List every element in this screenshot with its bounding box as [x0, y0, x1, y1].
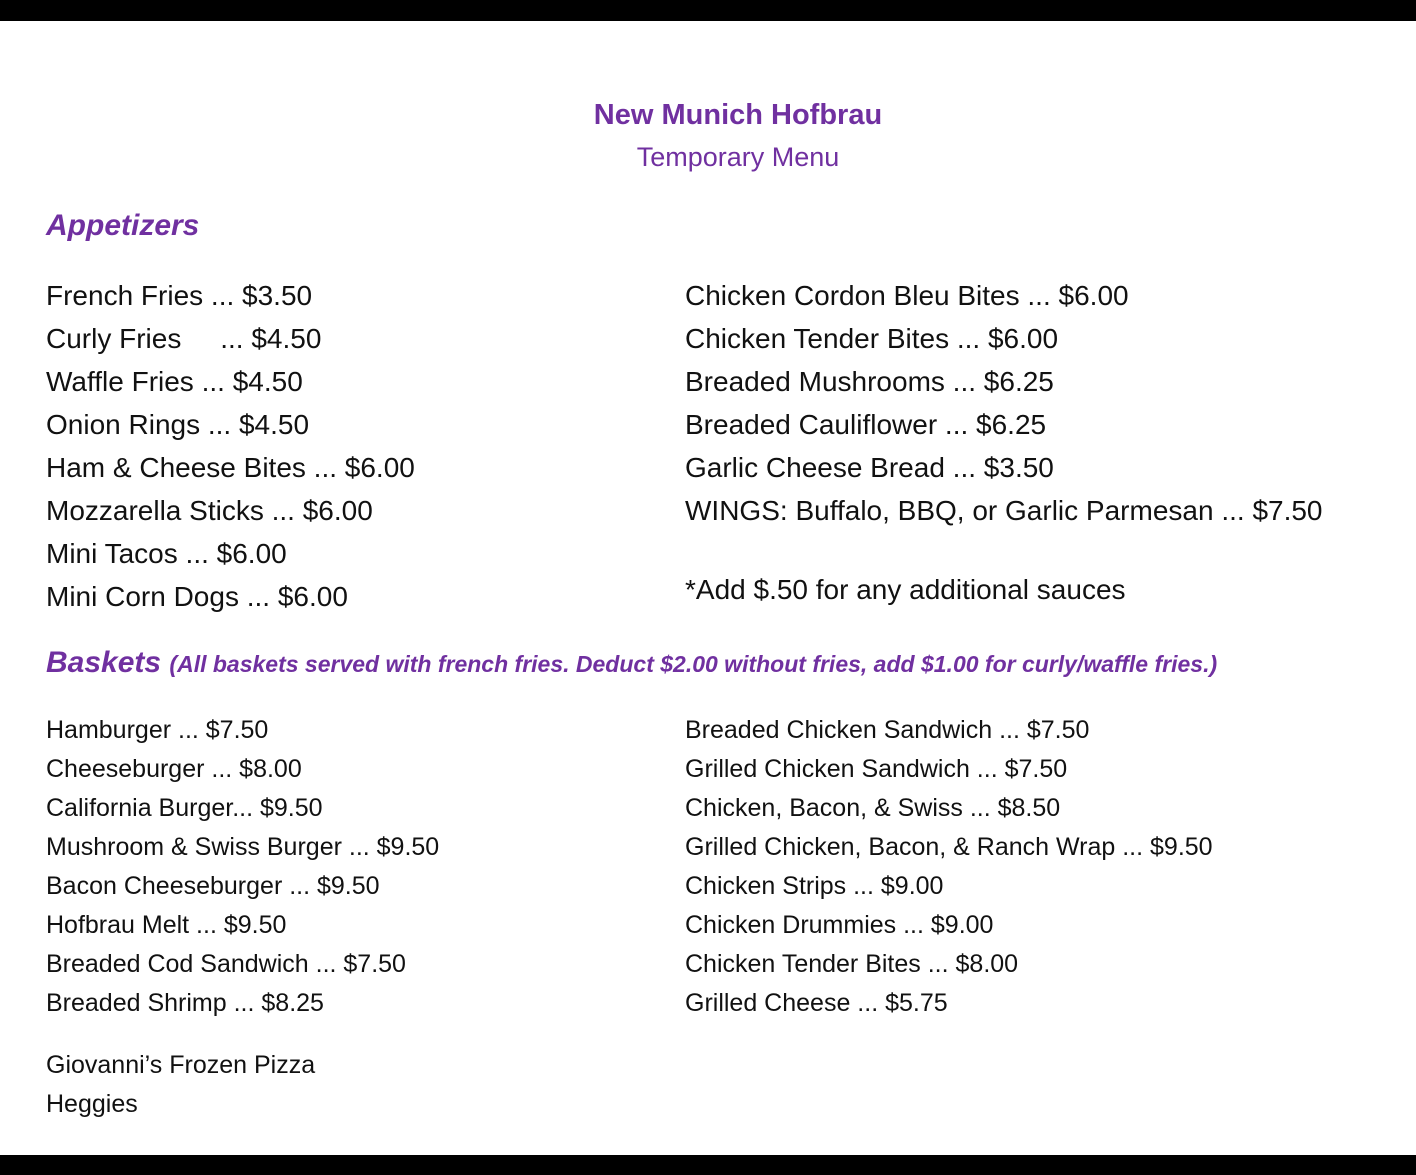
menu-item: Grilled Chicken, Bacon, & Ranch Wrap ... $9.50 — [685, 833, 1213, 861]
menu-item: Breaded Mushrooms ... $6.25 — [685, 366, 1054, 397]
menu-item: Mini Tacos ... $6.00 — [46, 538, 287, 569]
menu-item: Mozzarella Sticks ... $6.00 — [46, 495, 373, 526]
baskets-heading-row — [46, 646, 1217, 680]
menu-item: Heggies — [46, 1090, 138, 1118]
menu-item: Grilled Chicken Sandwich ... $7.50 — [685, 755, 1068, 783]
menu-item: Breaded Cod Sandwich ... $7.50 — [46, 950, 406, 978]
menu-item: WINGS: Buffalo, BBQ, or Garlic Parmesan ... $7.50 — [685, 495, 1323, 526]
menu-item: Grilled Cheese ... $5.75 — [685, 989, 948, 1017]
appetizers-heading: Appetizers — [46, 209, 200, 242]
baskets-heading: Baskets — [46, 646, 162, 679]
baskets-right-list — [685, 711, 1213, 1023]
menu-item: Mushroom & Swiss Burger ... $9.50 — [46, 833, 440, 861]
baskets-left-list — [46, 711, 439, 1023]
menu-item: French Fries ... $3.50 — [46, 280, 313, 311]
menu-item: Hamburger ... $7.50 — [46, 716, 269, 744]
menu-item: Hofbrau Melt ... $9.50 — [46, 911, 287, 939]
menu-item: Chicken, Bacon, & Swiss ... $8.50 — [685, 794, 1061, 822]
menu-subtitle: Temporary Menu — [636, 142, 840, 172]
menu-item: Breaded Shrimp ... $8.25 — [46, 989, 324, 1017]
menu-item: Onion Rings ... $4.50 — [46, 409, 310, 440]
menu-item: Garlic Cheese Bread ... $3.50 — [685, 452, 1054, 483]
menu-item: Bacon Cheeseburger ... $9.50 — [46, 872, 380, 900]
menu-item: Curly Fries ... $4.50 — [46, 323, 322, 354]
sauce-note: *Add $.50 for any additional sauces — [685, 574, 1126, 605]
appetizers-left-list — [46, 274, 415, 618]
baskets-note: (All baskets served with french fries. Deduct $2.00 without fries, add $1.00 for curly/waffle fries.) — [169, 651, 1218, 677]
menu-document — [0, 21, 1416, 1155]
menu-item: Waffle Fries ... $4.50 — [46, 366, 303, 397]
menu-item: Chicken Strips ... $9.00 — [685, 872, 944, 900]
menu-item: Ham & Cheese Bites ... $6.00 — [46, 452, 415, 483]
menu-item: Cheeseburger ... $8.00 — [46, 755, 302, 783]
appetizers-right-list — [685, 274, 1323, 532]
menu-item: Chicken Drummies ... $9.00 — [685, 911, 994, 939]
menu-item: Chicken Cordon Bleu Bites ... $6.00 — [685, 280, 1129, 311]
menu-item: Chicken Tender Bites ... $8.00 — [685, 950, 1019, 978]
extras-list — [46, 1046, 315, 1124]
menu-item: California Burger... $9.50 — [46, 794, 323, 822]
menu-item: Breaded Cauliflower ... $6.25 — [685, 409, 1047, 440]
menu-item: Mini Corn Dogs ... $6.00 — [46, 581, 348, 612]
menu-item: Chicken Tender Bites ... $6.00 — [685, 323, 1059, 354]
restaurant-name: New Munich Hofbrau — [593, 99, 883, 131]
menu-item: Giovanni’s Frozen Pizza — [46, 1051, 316, 1079]
menu-item: Breaded Chicken Sandwich ... $7.50 — [685, 716, 1090, 744]
